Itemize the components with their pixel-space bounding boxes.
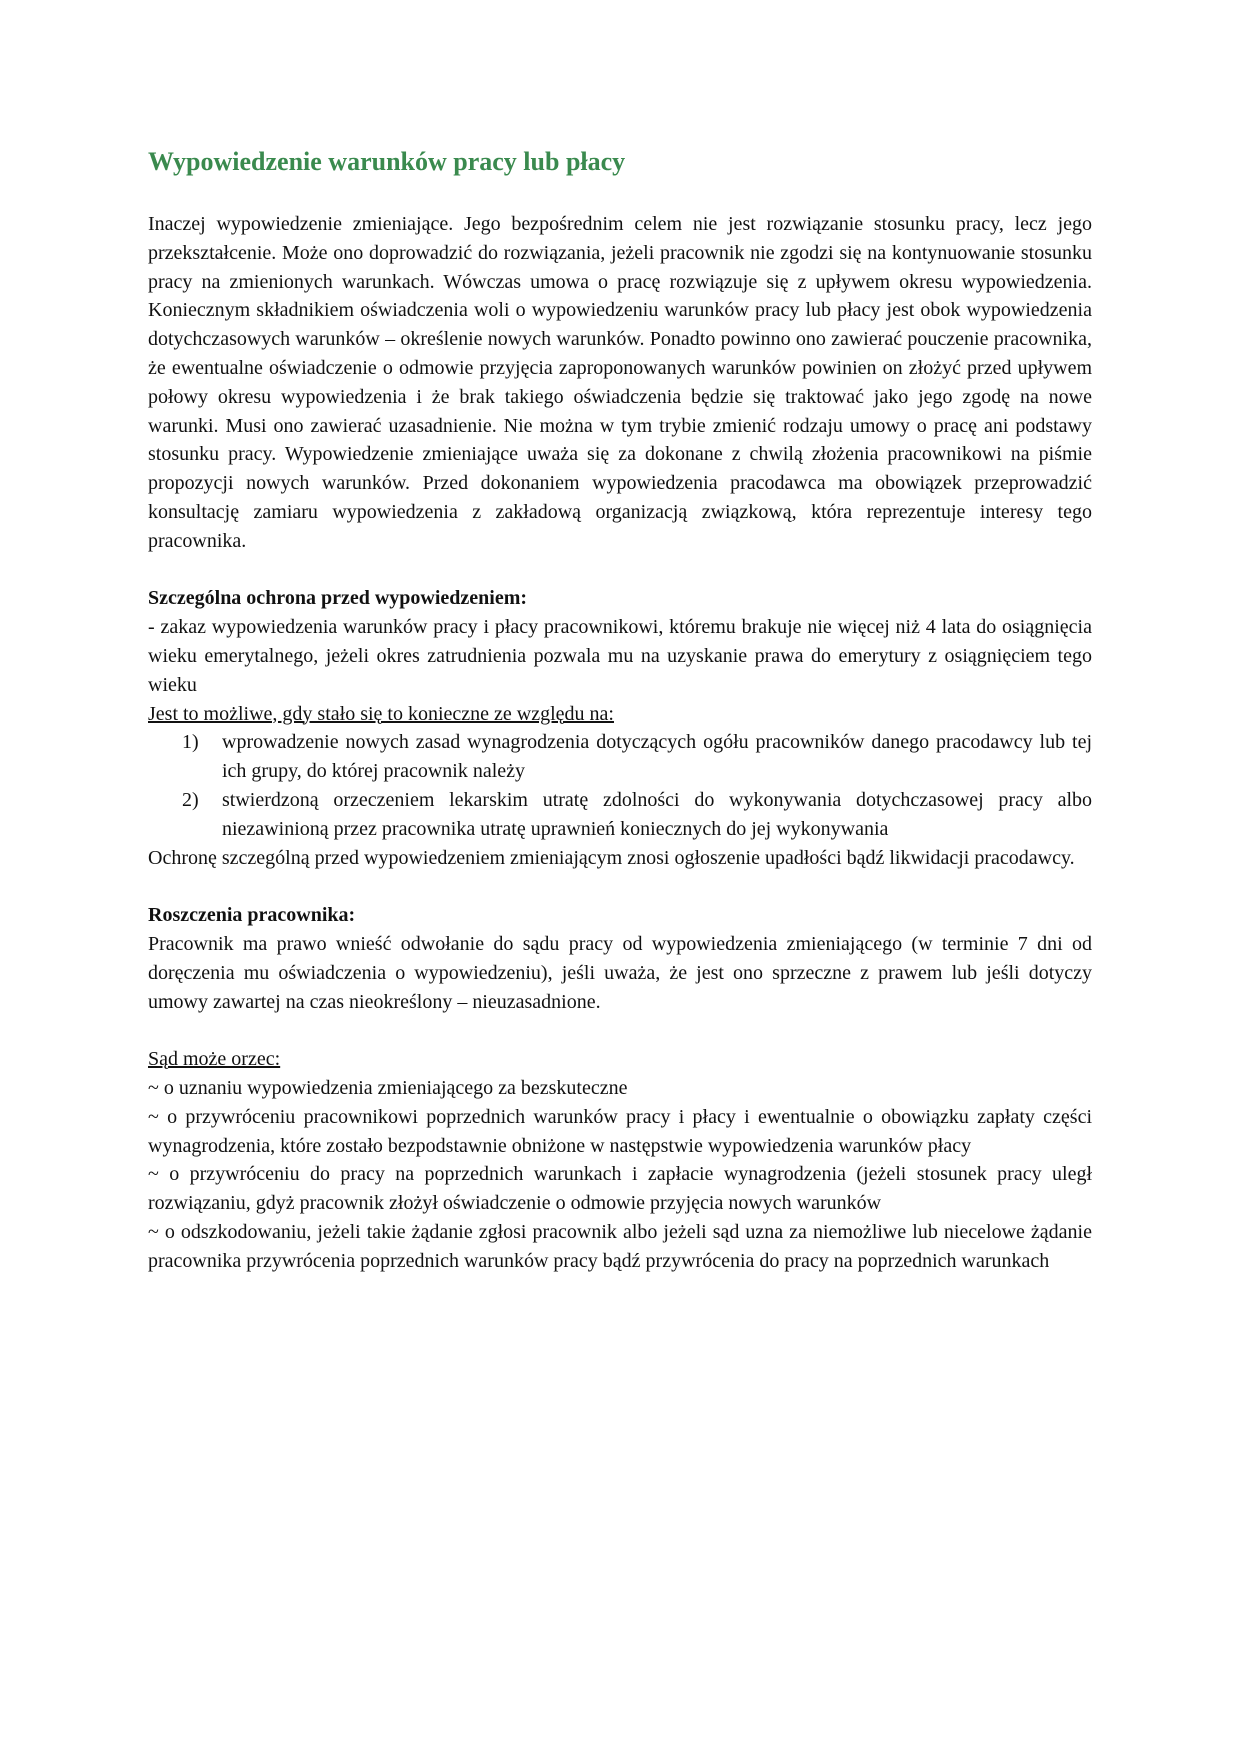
conditions-list — [148, 728, 1092, 843]
list-item — [182, 728, 1092, 786]
protection-heading: Szczególna ochrona przed wypowiedzeniem: — [148, 587, 528, 610]
court-item: ~ o odszkodowaniu, jeżeli takie żądanie zgłosi pracownik albo jeżeli sąd uzna za niemożliwe lub niecelowe żądanie pracownika przywrócenia poprzednich warunków pracy bądź przywrócenia do pracy na poprzednich warunkach — [148, 1220, 1092, 1272]
list-item-number: 1) — [182, 731, 199, 754]
document-page — [148, 144, 1092, 1275]
court-item: ~ o uznaniu wypowiedzenia zmieniającego za bezskuteczne — [148, 1076, 628, 1099]
claims-heading: Roszczenia pracownika: — [148, 904, 356, 927]
list-item-number: 2) — [182, 788, 199, 811]
intro-paragraph: Inaczej wypowiedzenie zmieniające. Jego bezpośrednim celem nie jest rozwiązanie stosunku pracy, lecz jego przekształcenie. Może ono doprowadzić do rozwiązania, jeżeli pracownik nie zgodzi się na kontynuowanie stosunku pracy na zmienionych warunkach. Wówczas umowa o pracę rozwiązuje się z upływem okresu wypowiedzenia. Koniecznym składnikiem oświadczenia woli o wypowiedzeniu warunków pracy lub płacy jest obok wypowiedzenia dotychczasowych warunków – określenie nowych warunków. Ponadto powinno ono zawierać pouczenie pracownika, że ewentualne oświadczenie o odmowie przyjęcia zaproponowanych warunków powinien on złożyć przed upływem połowy okresu wypowiedzenia i że brak takiego oświadczenia będzie się traktować jako jego zgodę na nowe warunki. Musi ono zawierać uzasadnienie. Nie można w tym trybie zmienić rodzaju umowy o pracę ani podstawy stosunku pracy. Wypowiedzenie zmieniające uważa się za dokonane z chwilą złożenia pracownikowi na piśmie propozycji nowych warunków. Przed dokonaniem wypowiedzenia pracodawca ma obowiązek przeprowadzić konsultację zamiaru wypowiedzenia z zakładową organizacją związkową, która reprezentuje interesy tego pracownika. — [148, 213, 1092, 552]
protection-closing-paragraph: Ochronę szczególną przed wypowiedzeniem zmieniającym znosi ogłoszenie upadłości bądź likwidacji pracodawcy. — [148, 846, 1075, 869]
list-item — [182, 786, 1092, 844]
court-heading: Sąd może orzec: — [148, 1048, 281, 1071]
claims-paragraph: Pracownik ma prawo wnieść odwołanie do sądu pracy od wypowiedzenia zmieniającego (w terminie 7 dni od doręczenia mu oświadczenia o wypowiedzeniu), jeśli uważa, że jest ono sprzeczne z prawem lub jeśli dotyczy umowy zawartej na czas nieokreślony – nieuzasadnione. — [148, 932, 1092, 1013]
list-item-text: stwierdzoną orzeczeniem lekarskim utratę zdolności do wykonywania dotychczasowej pracy albo niezawinioną przez pracownika utratę uprawnień koniecznych do jej wykonywania — [222, 788, 1092, 840]
document-title: Wypowiedzenie warunków pracy lub płacy — [148, 147, 626, 176]
list-item-text: wprowadzenie nowych zasad wynagrodzenia dotyczących ogółu pracowników danego pracodawcy lub tej ich grupy, do której pracownik należy — [222, 731, 1092, 783]
court-item: ~ o przywróceniu do pracy na poprzednich warunkach i zapłacie wynagrodzenia (jeżeli stosunek pracy uległ rozwiązaniu, gdyż pracownik złożył oświadczenie o odmowie przyjęcia nowych warunków — [148, 1163, 1092, 1215]
court-item: ~ o przywróceniu pracownikowi poprzednich warunków pracy i płacy i ewentualnie o obowiązku zapłaty części wynagrodzenia, które zostało bezpodstawnie obniżone w następstwie wypowiedzenia warunków płacy — [148, 1105, 1092, 1157]
protection-ban-paragraph: - zakaz wypowiedzenia warunków pracy i płacy pracownikowi, któremu brakuje nie więcej niż 4 lata do osiągnięcia wieku emerytalnego, jeżeli okres zatrudnienia pozwala mu na uzyskanie prawa do emerytury z osiągnięciem tego wieku — [148, 616, 1092, 696]
possible-heading: Jest to możliwe, gdy stało się to konieczne ze względu na: — [148, 702, 614, 725]
